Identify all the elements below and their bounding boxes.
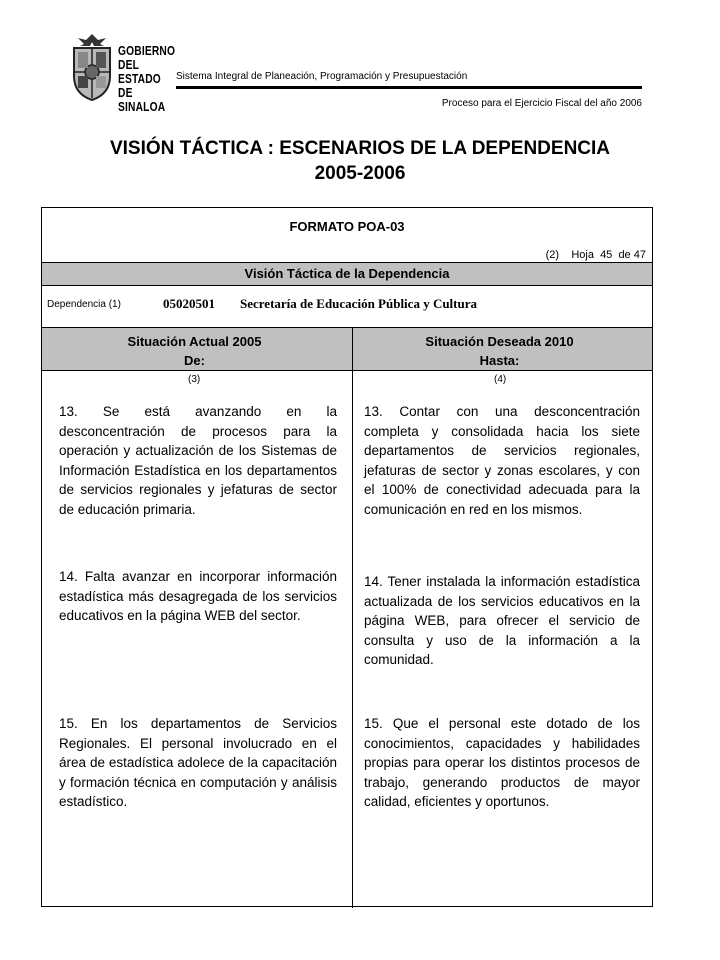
left-column-marker: (3) xyxy=(188,374,201,385)
current-situation-15: 15. En los departamentos de Servicios Regionales. El personal involucrado en el área de estadística adolece de la capacitación y formación técnica en computación y análisis estadístico. xyxy=(59,716,337,809)
current-situation-header: Situación Actual 2005 De: xyxy=(127,334,262,368)
desired-situation-15: 15. Que el personal este dotado de los conocimientos, capacidades y habilidades propias para operar los distintos procesos de trabajo, generando productos de mayor calidad, eficientes y oportunos. xyxy=(364,716,640,809)
section-title: Visión Táctica de la Dependencia xyxy=(244,266,450,281)
dependency-row xyxy=(42,286,652,327)
dependency-name: Secretaría de Educación Pública y Cultura xyxy=(240,296,478,311)
column-header-band xyxy=(42,327,652,371)
logo-wordmark: GOBIERNO DEL ESTADO DE SINALOA xyxy=(118,44,176,114)
poa-form xyxy=(41,207,653,907)
header-rule xyxy=(176,86,642,89)
state-government-logo xyxy=(68,32,178,114)
coat-of-arms-icon xyxy=(68,32,116,102)
sheet-info xyxy=(546,249,646,261)
sheet-total: 47 xyxy=(633,249,646,261)
fiscal-process-label: Proceso para el Ejercicio Fiscal del año 2006 xyxy=(441,98,642,109)
sheet-page: 45 xyxy=(600,249,613,261)
column-divider xyxy=(352,327,353,908)
sheet-marker: (2) xyxy=(545,249,560,261)
section-header-band xyxy=(42,262,652,286)
format-code: FORMATO POA-03 xyxy=(289,219,405,234)
desired-situation-13: 13. Contar con una desconcentración completa y consolidada hacia los siete departamentos de servicios regionales, jefaturas de sector y zonas escolares, y con el 100% de conectividad adecuada para la comunicación en red en los mismos. xyxy=(364,404,640,517)
desired-situation-14: 14. Tener instalada la información estadística actualizada de los servicios educativos en la página WEB, para ofrecer el servicio de consulta y uso de la información a la comunidad. xyxy=(364,574,640,667)
right-column-marker: (4) xyxy=(494,374,507,385)
page-title: VISIÓN TÁCTICA : ESCENARIOS DE LA DEPENDENCIA 2005-2006 xyxy=(109,138,611,184)
sheet-de-label: de xyxy=(618,249,631,261)
dependency-label: Dependencia (1) xyxy=(47,299,121,310)
dependency-code: 05020501 xyxy=(163,296,215,311)
desired-situation-header: Situación Deseada 2010 Hasta: xyxy=(425,334,574,368)
system-name: Sistema Integral de Planeación, Programación y Presupuestación xyxy=(176,71,468,82)
sheet-hoja-label: Hoja xyxy=(571,249,594,261)
current-situation-14: 14. Falta avanzar en incorporar información estadística más desagregada de los servicios educativos en la página WEB del sector. xyxy=(59,569,337,623)
current-situation-13: 13. Se está avanzando en la desconcentración de procesos para la operación y actualización de los Sistemas de Información Estadística en los departamentos de servicios regionales y jefaturas de sector de educación primaria. xyxy=(59,404,337,517)
